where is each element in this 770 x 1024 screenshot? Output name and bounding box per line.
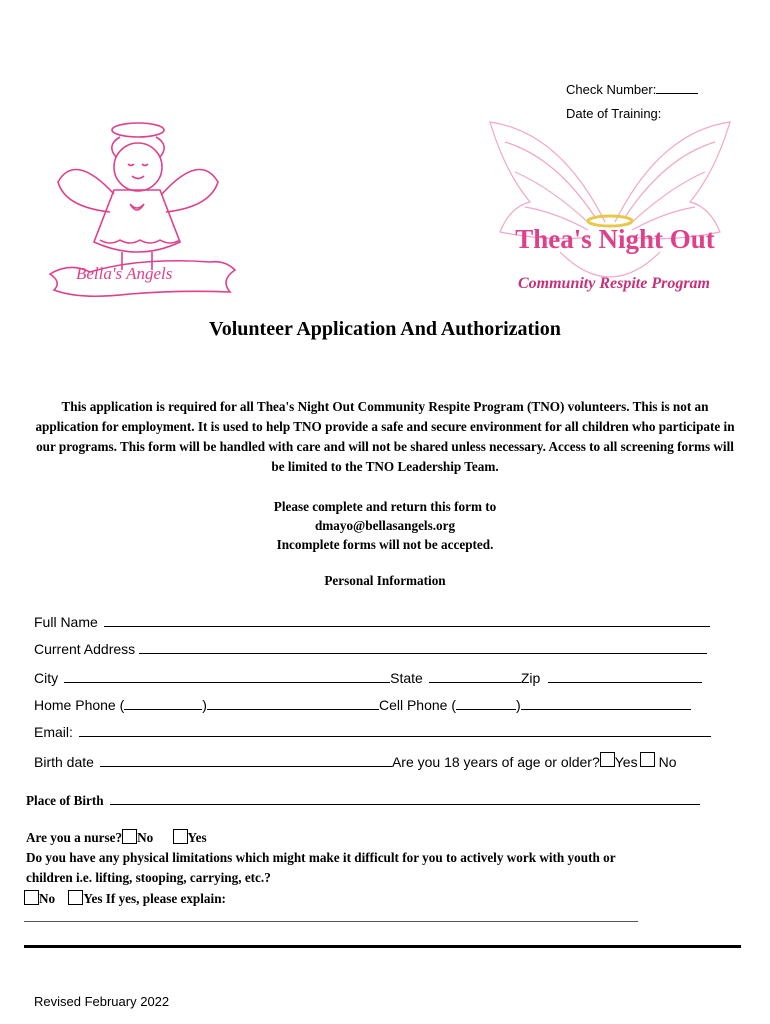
limitations-question-line-1: Do you have any physical limitations which might make it difficult for you to actively work with youth or [26, 850, 616, 865]
nurse-yes-label: Yes [187, 830, 207, 845]
explain-line-field[interactable] [24, 921, 638, 922]
theas-night-out-logo [470, 112, 750, 312]
age-no-checkbox[interactable] [640, 752, 655, 767]
full-name-field[interactable] [104, 612, 710, 627]
full-name-label: Full Name [34, 614, 98, 630]
home-phone-field[interactable] [207, 695, 379, 710]
place-of-birth-label: Place of Birth [26, 793, 104, 808]
birth-date-row [34, 752, 676, 770]
birth-date-label: Birth date [34, 754, 94, 770]
current-address-label: Current Address [34, 641, 136, 657]
limitations-yes-label: Yes If yes, please explain: [83, 891, 226, 906]
email-label: Email: [34, 724, 73, 740]
city-state-zip-row [34, 668, 702, 686]
phone-row [34, 695, 691, 713]
age-yes-checkbox[interactable] [600, 752, 615, 767]
city-field[interactable] [64, 668, 390, 683]
submit-email: dmayo@bellasangels.org [314, 518, 456, 533]
email-field[interactable] [79, 722, 711, 737]
state-label: State [390, 670, 423, 686]
limitations-no-label: No [39, 891, 56, 906]
email-row [34, 722, 711, 740]
cell-phone-area-field[interactable] [456, 695, 516, 710]
theas-night-out-text: Thea's Night Out [515, 224, 715, 254]
age-question-label: Are you 18 years of age or older? [391, 754, 600, 770]
home-phone-close: ) [202, 697, 207, 713]
submit-line-3: Incomplete forms will not be accepted. [276, 537, 494, 552]
limitations-answer-row [24, 890, 226, 907]
limitations-no-checkbox[interactable] [24, 890, 39, 905]
nurse-question-label: Are you a nurse? [26, 830, 123, 845]
bellas-angels-logo [30, 112, 245, 312]
nurse-no-checkbox[interactable] [122, 829, 137, 844]
place-of-birth-row [26, 790, 700, 809]
limitations-yes-checkbox[interactable] [68, 890, 83, 905]
check-number-row [566, 78, 698, 102]
submit-line-1: Please complete and return this form to [273, 499, 497, 514]
current-address-field[interactable] [139, 639, 707, 654]
submit-instructions [0, 497, 770, 554]
page-title: Volunteer Application And Authorization [209, 318, 561, 340]
community-respite-text: Community Respite Program [517, 275, 710, 292]
state-field[interactable] [429, 668, 521, 683]
divider [24, 945, 741, 948]
age-no-label: No [658, 754, 677, 770]
nurse-no-label: No [137, 830, 154, 845]
full-name-row [34, 612, 710, 630]
footer-revised: Revised February 2022 [34, 994, 170, 1009]
cell-phone-close: ) [516, 697, 521, 713]
check-number-label: Check Number: [566, 82, 657, 97]
bellas-angels-text: Bella's Angels [76, 264, 173, 283]
check-number-field[interactable] [656, 79, 698, 94]
intro-paragraph: This application is required for all Thea's Night Out Community Respite Program (TNO) volunteers. This is not an application for employment. It is used to help TNO provide a safe and secure environment for all children who participate in our programs. This form will be handled with care and will not be shared unless necessary. Access to all screening forms will be limited to the TNO Leadership Team. [35, 399, 735, 474]
home-phone-area-field[interactable] [124, 695, 202, 710]
zip-field[interactable] [548, 668, 702, 683]
limitations-question-line-2: children i.e. lifting, stooping, carrying, etc.? [26, 870, 271, 885]
age-yes-label: Yes [614, 754, 638, 770]
nurse-yes-checkbox[interactable] [173, 829, 188, 844]
nurse-question-row [26, 829, 207, 846]
home-phone-label: Home Phone ( [34, 697, 125, 713]
birth-date-field[interactable] [100, 752, 392, 767]
zip-label: Zip [520, 670, 541, 686]
city-label: City [34, 670, 59, 686]
date-of-training-label: Date of Training: [566, 106, 662, 121]
cell-phone-field[interactable] [521, 695, 691, 710]
place-of-birth-field[interactable] [110, 790, 700, 805]
cell-phone-label: Cell Phone ( [378, 697, 456, 713]
current-address-row [34, 639, 707, 657]
section-title: Personal Information [324, 573, 446, 588]
